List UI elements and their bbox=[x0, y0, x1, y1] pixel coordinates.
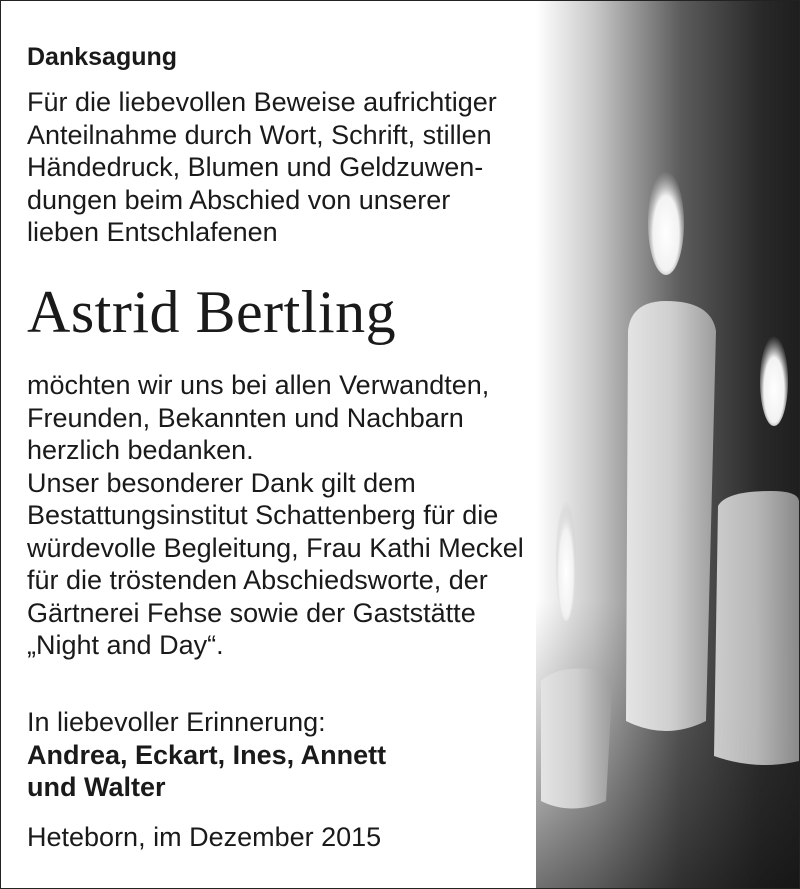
place-date: Heteborn, im Dezember 2015 bbox=[27, 822, 382, 852]
thanks-paragraph bbox=[27, 369, 524, 662]
intro-line: lieben Entschlafenen bbox=[27, 217, 278, 247]
thanks-line: Freunden, Bekannten und Nachbarn bbox=[27, 402, 464, 433]
intro-line: Händedruck, Blumen und Geldzuwen- bbox=[27, 152, 484, 182]
notice-heading: Danksagung bbox=[27, 43, 178, 71]
signatories-line: Andrea, Eckart, Ines, Annett bbox=[27, 739, 387, 770]
thanks-line: Gärtnerei Fehse sowie der Gaststätte bbox=[27, 597, 476, 628]
thanks-line: möchten wir uns bei allen Verwandten, bbox=[27, 370, 490, 400]
thanks-line: „Night and Day“. bbox=[27, 630, 224, 660]
remembrance-label: In liebevoller Erinnerung: bbox=[27, 707, 326, 737]
intro-paragraph bbox=[27, 86, 497, 249]
remembrance-block bbox=[27, 706, 386, 804]
intro-line: dungen beim Abschied von unserer bbox=[27, 184, 451, 215]
intro-line: Anteilnahme durch Wort, Schrift, stillen bbox=[27, 119, 492, 150]
thanks-line: Bestattungsinstitut Schattenberg für die bbox=[27, 500, 499, 530]
candles-icon bbox=[536, 1, 799, 888]
thanks-line: für die tröstenden Abschiedsworte, der bbox=[27, 565, 488, 595]
signatories-line: und Walter bbox=[27, 772, 166, 802]
thanks-line: Unser besonderer Dank gilt dem bbox=[27, 467, 416, 498]
intro-line: Für die liebevollen Beweise aufrichtiger bbox=[27, 87, 497, 117]
thanks-line: würdevolle Begleitung, Frau Kathi Meckel bbox=[27, 532, 524, 563]
thanks-line: herzlich bedanken. bbox=[27, 435, 254, 465]
deceased-name: Astrid Bertling bbox=[27, 279, 397, 345]
